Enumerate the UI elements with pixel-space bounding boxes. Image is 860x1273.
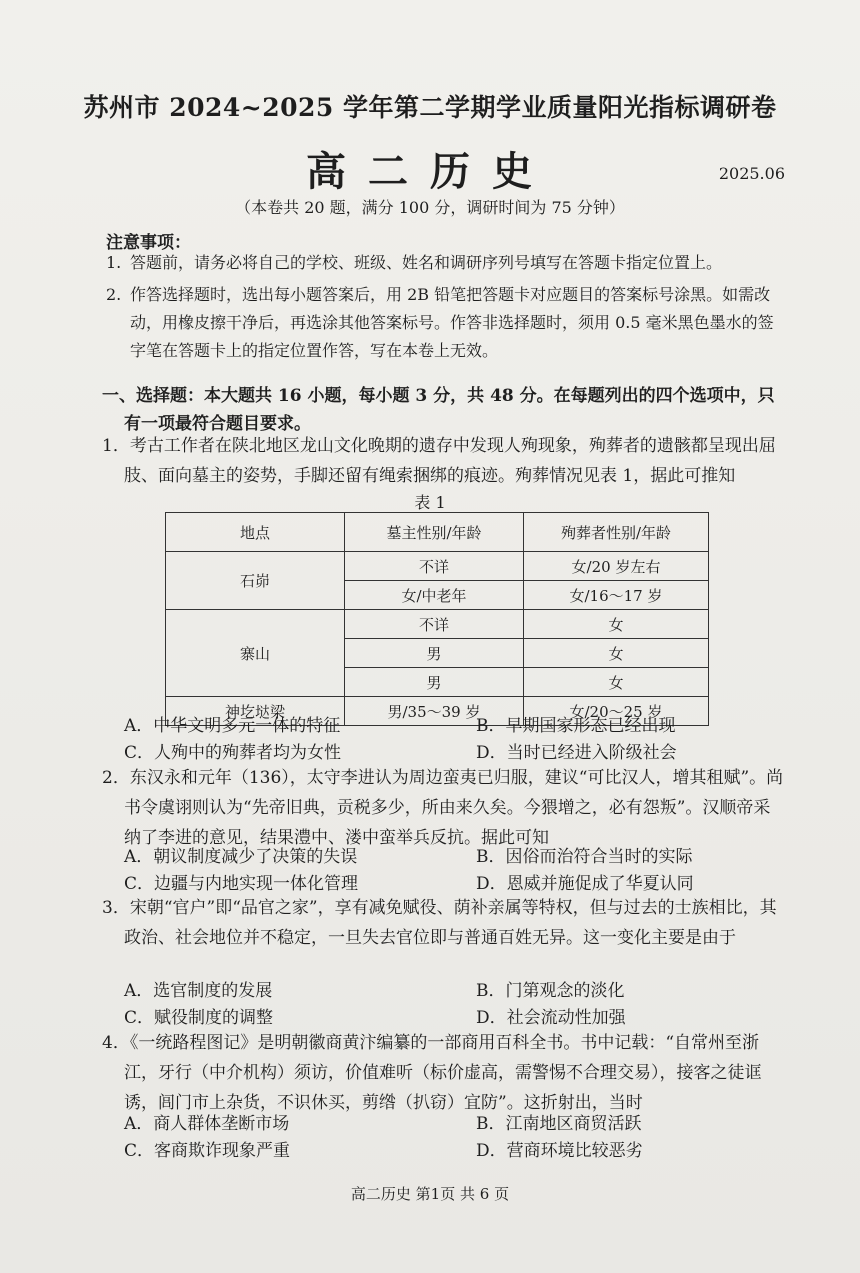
option-d: D．社会流动性加强	[476, 1008, 626, 1028]
site-cell: 神圪垯梁	[166, 697, 345, 726]
victim-cell: 女	[524, 668, 709, 697]
table-header-cell: 墓主性别/年龄	[345, 513, 524, 552]
option-c: C．赋役制度的调整	[124, 1008, 274, 1028]
owner-cell: 不详	[345, 610, 524, 639]
owner-cell: 男	[345, 668, 524, 697]
option-a: A．选官制度的发展	[124, 981, 273, 1001]
site-cell: 寨山	[166, 610, 345, 697]
burial-table	[165, 512, 709, 726]
option-b: B．早期国家形态已经出现	[476, 716, 676, 736]
option-c: C．人殉中的殉葬者均为女性	[124, 743, 342, 763]
victim-cell: 女	[524, 610, 709, 639]
section-text: 一、选择题：本大题共 16 小题，每小题 3 分，共 48 分。在每题列出的四个选项中，只有一项最符合题目要求。	[102, 386, 775, 434]
exam-date: 2025.06	[718, 164, 785, 183]
note-number: 1.	[106, 253, 122, 272]
option-b: B．因俗而治符合当时的实际	[476, 847, 693, 867]
option-b: B．门第观念的淡化	[476, 981, 625, 1001]
section-heading	[102, 382, 782, 438]
table-header-cell: 地点	[166, 513, 345, 552]
table-row	[166, 552, 709, 581]
owner-cell: 女/中老年	[345, 581, 524, 610]
owner-cell: 男	[345, 639, 524, 668]
note-text: 作答选择题时，选出每小题答案后，用 2B 铅笔把答题卡对应题目的答案标号涂黑。如需改动，用橡皮擦干净后，再选涂其他答案标号。作答非选择题时，须用 0.5 毫米黑色墨水的签字笔在答题卡上的指定位置作答，写在本卷上无效。	[130, 285, 774, 360]
note-number: 2.	[106, 285, 122, 304]
victim-cell: 女	[524, 639, 709, 668]
owner-cell: 男/35～39 岁	[345, 697, 524, 726]
option-d: D．恩威并施促成了华夏认同	[476, 874, 694, 894]
owner-cell: 不详	[345, 552, 524, 581]
subject-title: 高二历史	[306, 148, 554, 195]
option-a: A．中华文明多元一体的特征	[124, 716, 341, 736]
question-stem: 4．《一统路程图记》是明朝徽商黄汴编纂的一部商用百科全书。书中记载：“自常州至浙江，牙行（中介机构）须访，价值难听（标价虚高，需警惕不合理交易），接客之徒诓诱，闾门市上杂货，不识休买，剪绺（扒窃）宜防”。这折射出，当时	[102, 1033, 762, 1113]
option-d: D．当时已经进入阶级社会	[476, 743, 677, 763]
option-a: A．商人群体垄断市场	[124, 1114, 290, 1134]
table-caption: 表 1	[414, 493, 446, 512]
exam-info: （本卷共 20 题，满分 100 分，调研时间为 75 分钟）	[235, 198, 625, 217]
victim-cell: 女/20～25 岁	[524, 697, 709, 726]
page-footer: 高二历史 第1页 共 6 页	[350, 1185, 510, 1203]
option-d: D．营商环境比较恶劣	[476, 1141, 643, 1161]
question-3	[102, 893, 786, 953]
site-cell: 石峁	[166, 552, 345, 610]
option-b: B．江南地区商贸活跃	[476, 1114, 642, 1134]
question-4	[102, 1028, 786, 1118]
option-c: C．客商欺诈现象严重	[124, 1141, 291, 1161]
table-header-cell: 殉葬者性别/年龄	[524, 513, 709, 552]
question-stem: 1．考古工作者在陕北地区龙山文化晚期的遗存中发现人殉现象，殉葬者的遗骸都呈现出屈肢、面向墓主的姿势，手脚还留有绳索捆绑的痕迹。殉葬情况见表 1，据此可推知	[102, 436, 776, 486]
question-stem: 3．宋朝“官户”即“品官之家”，享有减免赋役、荫补亲属等特权，但与过去的士族相比，其政治、社会地位并不稳定，一旦失去官位即与普通百姓无异。这一变化主要是由于	[102, 898, 777, 948]
exam-title: 苏州市 2024~2025 学年第二学期学业质量阳光指标调研卷	[83, 93, 777, 122]
note-text: 答题前，请务必将自己的学校、班级、姓名和调研序列号填写在答题卡指定位置上。	[130, 253, 723, 272]
question-stem: 2．东汉永和元年（136），太守李进认为周边蛮夷已归服，建议“可比汉人，增其租赋”。尚书令虞诩则认为“先帝旧典，贡税多少，所由来久矣。今猥增之，必有怨叛”。汉顺帝采纳了李进的意见，结果澧中、溇中蛮举兵反抗。据此可知	[102, 768, 784, 848]
victim-cell: 女/20 岁左右	[524, 552, 709, 581]
question-1	[102, 431, 786, 491]
victim-cell: 女/16～17 岁	[524, 581, 709, 610]
option-c: C．边疆与内地实现一体化管理	[124, 874, 359, 894]
table-row	[166, 610, 709, 639]
notes-title: 注意事项：	[106, 233, 191, 253]
option-a: A．朝议制度减少了决策的失误	[124, 847, 358, 867]
note-item-2	[106, 281, 782, 365]
note-item-1	[106, 249, 782, 277]
question-2	[102, 763, 786, 853]
table-header-row	[166, 513, 709, 552]
